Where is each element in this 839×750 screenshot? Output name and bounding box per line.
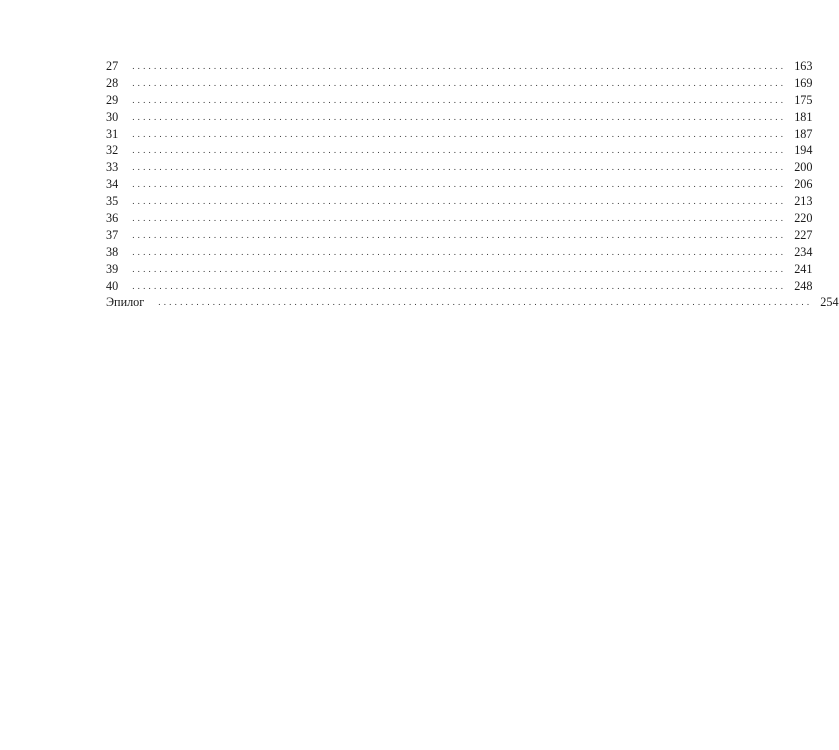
toc-entry-page: 241	[794, 261, 813, 276]
toc-entry-page: 206	[794, 177, 813, 192]
toc-entry	[106, 261, 813, 278]
toc-entry-page: 181	[794, 109, 813, 124]
toc-entry	[106, 278, 813, 295]
toc-entry-page: 213	[794, 194, 813, 209]
toc-entry	[106, 294, 839, 311]
toc-entry-page: 163	[794, 59, 813, 73]
toc-dot-leader: ........................................................................................................................	[132, 94, 787, 105]
toc-entry-page: 194	[794, 143, 813, 158]
toc-entry-label: 40	[106, 278, 119, 293]
toc-entry-label: 34	[106, 177, 119, 192]
toc-entry-label: 29	[106, 92, 119, 107]
toc-entry-label: 36	[106, 211, 119, 226]
toc-entry	[106, 58, 813, 75]
toc-entry-page: 200	[794, 160, 813, 175]
toc-entry	[106, 210, 813, 227]
toc-entry-label: 32	[106, 143, 119, 158]
toc-dot-leader: ........................................................................................................................	[132, 145, 787, 156]
toc-entry	[106, 126, 813, 143]
toc-entry	[106, 193, 813, 210]
toc-dot-leader: ........................................................................................................................	[132, 196, 787, 207]
toc-entry	[106, 176, 813, 193]
toc-entry	[106, 227, 813, 244]
toc-entry	[106, 109, 813, 126]
toc-entry	[106, 92, 813, 109]
toc-entry-label: 35	[106, 194, 119, 209]
toc-dot-leader: ........................................................................................................................	[132, 179, 787, 190]
toc-entry	[106, 159, 813, 176]
toc-dot-leader: ........................................................................................................................	[132, 128, 787, 139]
toc-dot-leader: ........................................................................................................................	[132, 162, 787, 173]
toc-entry	[106, 244, 813, 261]
toc-entry-label: 33	[106, 160, 119, 175]
toc-entry-page: 169	[794, 75, 813, 90]
toc-entry-page: 254	[820, 295, 839, 310]
toc-dot-leader: ........................................................................................................................	[132, 263, 787, 274]
toc-dot-leader: ........................................................................................................................	[158, 297, 813, 308]
toc-dot-leader: ........................................................................................................................	[132, 280, 787, 291]
toc-entry-page: 227	[794, 227, 813, 242]
toc-entry	[106, 75, 813, 92]
toc-entry-page: 220	[794, 211, 813, 226]
toc-dot-leader: ........................................................................................................................	[132, 246, 787, 257]
toc-entry-page: 234	[794, 244, 813, 259]
toc-dot-leader: ........................................................................................................................	[132, 61, 787, 71]
toc-entry-label: 37	[106, 227, 119, 242]
toc-entry	[106, 142, 813, 159]
toc-entry-label: 28	[106, 75, 119, 90]
toc-entry-label: Эпилог	[106, 295, 145, 310]
toc-entry-page: 187	[794, 126, 813, 141]
toc-dot-leader: ........................................................................................................................	[132, 229, 787, 240]
toc-entry-page: 248	[794, 278, 813, 293]
table-of-contents	[106, 58, 839, 311]
toc-entry-label: 27	[106, 59, 119, 73]
toc-entry-label: 31	[106, 126, 119, 141]
toc-entry-page: 175	[794, 92, 813, 107]
toc-dot-leader: ........................................................................................................................	[132, 213, 787, 224]
toc-dot-leader: ........................................................................................................................	[132, 77, 787, 88]
toc-dot-leader: ........................................................................................................................	[132, 111, 787, 122]
toc-entry-label: 39	[106, 261, 119, 276]
toc-entry-label: 38	[106, 244, 119, 259]
toc-entry-label: 30	[106, 109, 119, 124]
